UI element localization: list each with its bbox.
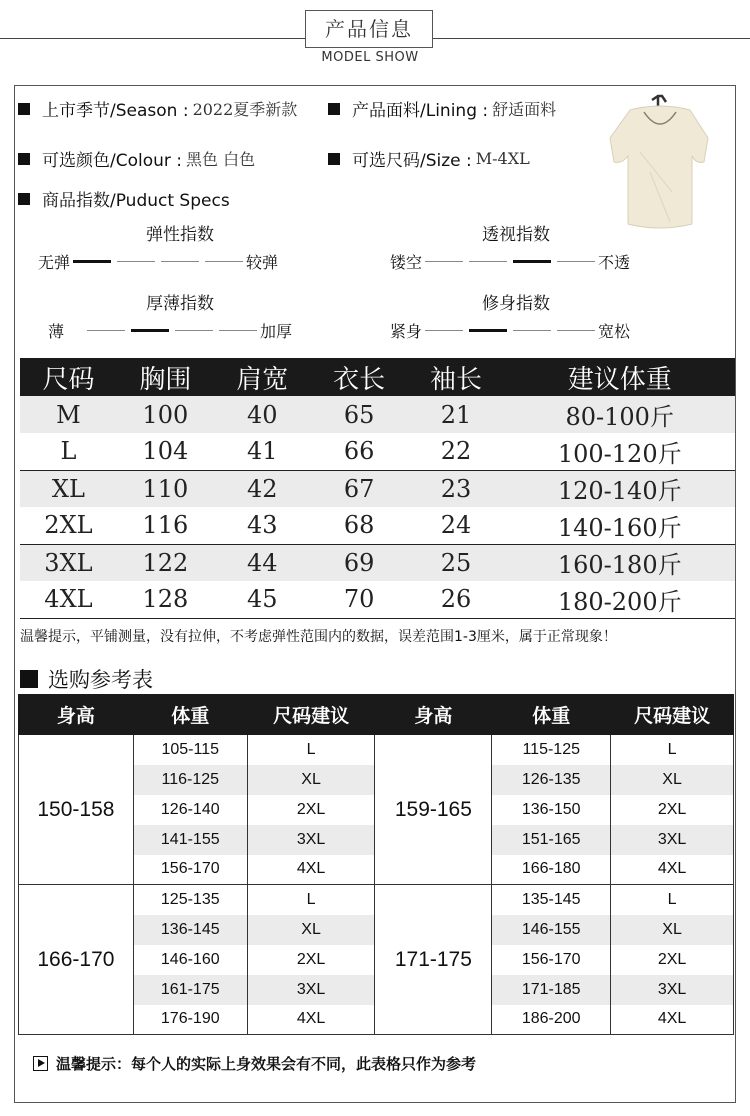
play-icon — [33, 1056, 48, 1071]
size-label: 可选尺码/Size : — [352, 151, 472, 171]
scale-segment — [205, 261, 243, 262]
scale-segment — [175, 330, 213, 331]
scale-left-label: 镂空 — [390, 253, 423, 272]
size-cell: M — [20, 396, 117, 433]
bullet-icon — [328, 103, 340, 115]
scale-segment — [117, 261, 155, 262]
bullet-icon — [328, 153, 340, 165]
reference-cell: 161-175 — [133, 975, 247, 1005]
header-rule-left — [0, 38, 305, 39]
scale-right-label: 不透 — [598, 253, 631, 272]
scale-right-label: 宽松 — [598, 322, 631, 341]
size-value: M-4XL — [475, 149, 530, 168]
header-cell: 体重 — [492, 695, 611, 735]
reference-cell: 3XL — [247, 825, 375, 855]
header-cell: 袖长 — [408, 358, 505, 396]
size-row — [20, 581, 735, 618]
reference-cell: L — [247, 885, 375, 915]
size-cell: 22 — [408, 433, 505, 470]
reference-cell: 4XL — [247, 1005, 375, 1035]
reference-cell: 141-155 — [133, 825, 247, 855]
reference-cell: 4XL — [247, 855, 375, 885]
reference-cell: 2XL — [611, 945, 734, 975]
size-cell: 2XL — [20, 507, 117, 544]
scale-left-label: 无弹 — [38, 253, 71, 272]
size-table — [20, 358, 735, 619]
reference-cell: 136-145 — [133, 915, 247, 945]
reference-row — [19, 885, 734, 915]
size-cell: 110 — [117, 470, 214, 507]
scale-segment — [513, 260, 551, 263]
colour-spec — [18, 146, 255, 171]
scale-right-label: 加厚 — [260, 322, 293, 341]
reference-cell: 135-145 — [492, 885, 611, 915]
reference-cell: 4XL — [611, 855, 734, 885]
reference-cell: XL — [247, 915, 375, 945]
elasticity-index-title: 弹性指数 — [146, 225, 214, 245]
size-row — [20, 470, 735, 507]
header-rule-right — [433, 38, 750, 39]
size-cell: 104 — [117, 433, 214, 470]
reference-cell: 2XL — [247, 795, 375, 825]
transparency-scale — [390, 250, 630, 273]
season-spec — [18, 96, 297, 121]
reference-cell: 105-115 — [133, 735, 247, 765]
size-cell: 42 — [214, 470, 311, 507]
thickness-scale — [48, 319, 292, 342]
season-label: 上市季节/Season : — [42, 101, 189, 121]
scale-segment — [557, 330, 595, 331]
reference-cell: 3XL — [611, 825, 734, 855]
reference-cell: 115-125 — [492, 735, 611, 765]
reference-cell: L — [247, 735, 375, 765]
size-cell: 122 — [117, 544, 214, 581]
scale-segment — [557, 261, 595, 262]
reference-cell: 125-135 — [133, 885, 247, 915]
header-cell: 衣长 — [311, 358, 408, 396]
reference-tip-text: 温馨提示：每个人的实际上身效果会有不同，此表格只作为参考 — [56, 1055, 477, 1073]
reference-cell: 116-125 — [133, 765, 247, 795]
header-cell: 尺码建议 — [247, 695, 375, 735]
fit-scale — [390, 319, 630, 342]
size-cell: 140-160斤 — [504, 507, 735, 544]
size-cell: 180-200斤 — [504, 581, 735, 618]
size-cell: 21 — [408, 396, 505, 433]
reference-cell: XL — [611, 765, 734, 795]
size-row — [20, 507, 735, 544]
lining-spec — [328, 96, 556, 121]
reference-cell: 146-155 — [492, 915, 611, 945]
size-row — [20, 396, 735, 433]
scale-segment — [425, 330, 463, 331]
reference-cell: 186-200 — [492, 1005, 611, 1035]
size-row — [20, 544, 735, 581]
scale-segment — [425, 261, 463, 262]
size-cell: 160-180斤 — [504, 544, 735, 581]
size-cell: 80-100斤 — [504, 396, 735, 433]
colour-value: 黑色 白色 — [186, 150, 256, 169]
thickness-index-title: 厚薄指数 — [146, 294, 214, 314]
scale-segment — [161, 261, 199, 262]
reference-cell: 2XL — [611, 795, 734, 825]
header-cell: 体重 — [133, 695, 247, 735]
reference-row — [19, 735, 734, 765]
lining-label: 产品面料/Lining : — [352, 101, 489, 121]
header-subtitle: MODEL SHOW — [321, 50, 419, 65]
scale-segment — [469, 261, 507, 262]
height-cell: 159-165 — [375, 735, 492, 885]
scale-segment — [513, 330, 551, 331]
section-marker-icon — [20, 670, 38, 688]
header-cell: 身高 — [19, 695, 134, 735]
reference-cell: XL — [247, 765, 375, 795]
height-cell: 171-175 — [375, 885, 492, 1035]
elasticity-scale — [38, 250, 278, 273]
size-cell: 41 — [214, 433, 311, 470]
scale-segment — [131, 329, 169, 332]
size-cell: 44 — [214, 544, 311, 581]
reference-section-title — [20, 664, 153, 694]
size-cell: 65 — [311, 396, 408, 433]
size-cell: 23 — [408, 470, 505, 507]
size-cell: 26 — [408, 581, 505, 618]
measurement-tip: 温馨提示，平铺测量，没有拉伸，不考虑弹性范围内的数据，误差范围1-3厘米，属于正常现象！ — [20, 629, 617, 645]
reference-cell: 171-185 — [492, 975, 611, 1005]
reference-cell: 156-170 — [492, 945, 611, 975]
header-cell: 身高 — [375, 695, 492, 735]
size-cell: 128 — [117, 581, 214, 618]
bullet-icon — [18, 153, 30, 165]
size-cell: 69 — [311, 544, 408, 581]
bullet-icon — [18, 193, 30, 205]
reference-cell: 151-165 — [492, 825, 611, 855]
scale-segment — [87, 330, 125, 331]
reference-cell: 156-170 — [133, 855, 247, 885]
transparency-index-title: 透视指数 — [482, 225, 550, 245]
size-cell: 66 — [311, 433, 408, 470]
size-cell: 70 — [311, 581, 408, 618]
size-spec — [328, 146, 530, 171]
reference-cell: 146-160 — [133, 945, 247, 975]
scale-segment — [219, 330, 257, 331]
size-table-header — [20, 358, 735, 396]
scale-right-label: 较弹 — [246, 253, 279, 272]
reference-title-text: 选购参考表 — [48, 668, 153, 692]
header-cell: 建议体重 — [504, 358, 735, 396]
reference-cell: 3XL — [247, 975, 375, 1005]
reference-cell: 3XL — [611, 975, 734, 1005]
size-cell: XL — [20, 470, 117, 507]
reference-cell: L — [611, 735, 734, 765]
bullet-icon — [18, 103, 30, 115]
size-cell: 100 — [117, 396, 214, 433]
size-cell: 116 — [117, 507, 214, 544]
height-cell: 166-170 — [19, 885, 134, 1035]
header-title: 产品信息 — [325, 17, 413, 41]
reference-table-header — [19, 695, 734, 735]
size-cell: 120-140斤 — [504, 470, 735, 507]
size-cell: 45 — [214, 581, 311, 618]
reference-cell: 136-150 — [492, 795, 611, 825]
fit-index-title: 修身指数 — [482, 294, 550, 314]
reference-cell: 176-190 — [133, 1005, 247, 1035]
tshirt-product-image — [600, 92, 720, 242]
reference-cell: 2XL — [247, 945, 375, 975]
size-cell: 3XL — [20, 544, 117, 581]
product-specs-heading — [18, 186, 230, 211]
size-cell: 100-120斤 — [504, 433, 735, 470]
reference-cell: L — [611, 885, 734, 915]
header-cell: 肩宽 — [214, 358, 311, 396]
reference-cell: 126-140 — [133, 795, 247, 825]
scale-left-label: 紧身 — [390, 322, 423, 341]
scale-segment — [73, 260, 111, 263]
scale-left-label: 薄 — [48, 322, 65, 341]
size-cell: 40 — [214, 396, 311, 433]
size-row — [20, 433, 735, 470]
size-cell: 43 — [214, 507, 311, 544]
header-cell: 尺码建议 — [611, 695, 734, 735]
header-cell: 尺码 — [20, 358, 117, 396]
size-cell: 68 — [311, 507, 408, 544]
size-cell: 67 — [311, 470, 408, 507]
header-cell: 胸围 — [117, 358, 214, 396]
reference-cell: 166-180 — [492, 855, 611, 885]
height-cell: 150-158 — [19, 735, 134, 885]
size-cell: 24 — [408, 507, 505, 544]
size-cell: L — [20, 433, 117, 470]
reference-table — [18, 694, 734, 1035]
scale-segment — [469, 329, 507, 332]
reference-cell: XL — [611, 915, 734, 945]
size-cell: 4XL — [20, 581, 117, 618]
size-cell: 25 — [408, 544, 505, 581]
specs-label: 商品指数/Puduct Specs — [42, 191, 230, 211]
reference-tip — [33, 1053, 476, 1074]
season-value: 2022夏季新款 — [192, 100, 298, 119]
colour-label: 可选颜色/Colour : — [42, 151, 183, 171]
reference-cell: 4XL — [611, 1005, 734, 1035]
reference-cell: 126-135 — [492, 765, 611, 795]
lining-value: 舒适面料 — [492, 100, 557, 119]
